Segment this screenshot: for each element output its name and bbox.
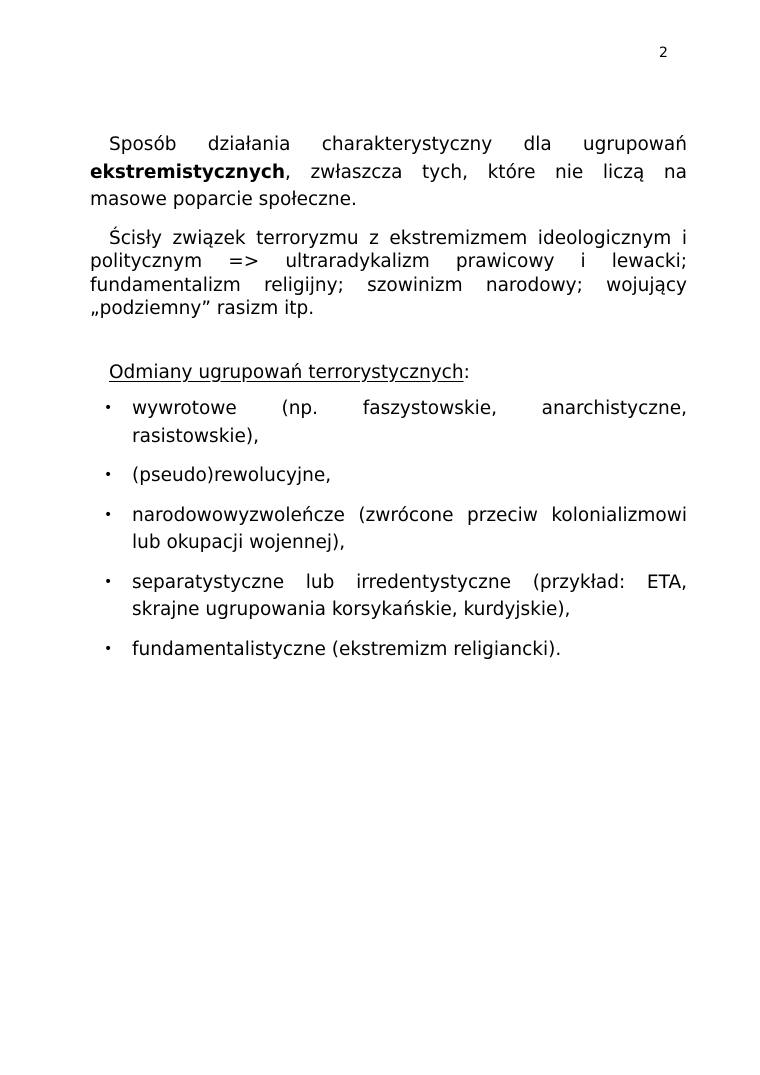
terrorist-group-types-list (90, 395, 687, 663)
paragraph-2: Ścisły związek terroryzmu z ekstremizmem ideologicznym i politycznym => ultraradykalizm prawicowy i lewacki; fundamentalizm religijny; szowinizm narodowy; wojujący „podziemny” rasizm itp. (90, 227, 687, 319)
bullet-icon: • (104, 573, 113, 590)
section-heading-colon: : (463, 361, 470, 383)
section-heading (109, 359, 687, 387)
paragraph-1-text-after: , zwłaszcza tych, które nie liczą na masowe poparcie społeczne. (90, 161, 687, 210)
paragraph-1-text-before: Sposób działania charakterystyczny dla ugrupowań (109, 134, 687, 155)
list-item-text: narodowowyzwoleńcze (zwrócone przeciw kolonializmowi lub okupacji wojennej), (132, 504, 687, 553)
bullet-icon: • (104, 400, 113, 416)
paragraph-1 (90, 131, 687, 214)
list-item-text: fundamentalistyczne (ekstremizm religiancki). (132, 638, 562, 660)
list-item (90, 395, 687, 450)
paragraph-1-bold-term: ekstremistycznych (90, 161, 286, 183)
list-item (90, 569, 687, 624)
list-item (90, 636, 687, 664)
list-item-text: separatystyczne lub irredentystyczne (przykład: ETA, skrajne ugrupowania korsykańskie, kurdyjskie), (132, 571, 687, 620)
list-item (90, 462, 687, 490)
list-item (90, 502, 687, 557)
list-item-text: (pseudo)rewolucyjne, (132, 465, 332, 486)
page-number: 2 (659, 45, 668, 61)
document-body (90, 131, 687, 675)
bullet-icon: • (104, 506, 113, 523)
section-heading-text: Odmiany ugrupowań terrorystycznych (109, 361, 464, 383)
list-item-text: wywrotowe (np. faszystowskie, anarchistyczne, rasistowskie), (132, 398, 687, 447)
bullet-icon: • (104, 467, 113, 483)
bullet-icon: • (104, 640, 113, 657)
